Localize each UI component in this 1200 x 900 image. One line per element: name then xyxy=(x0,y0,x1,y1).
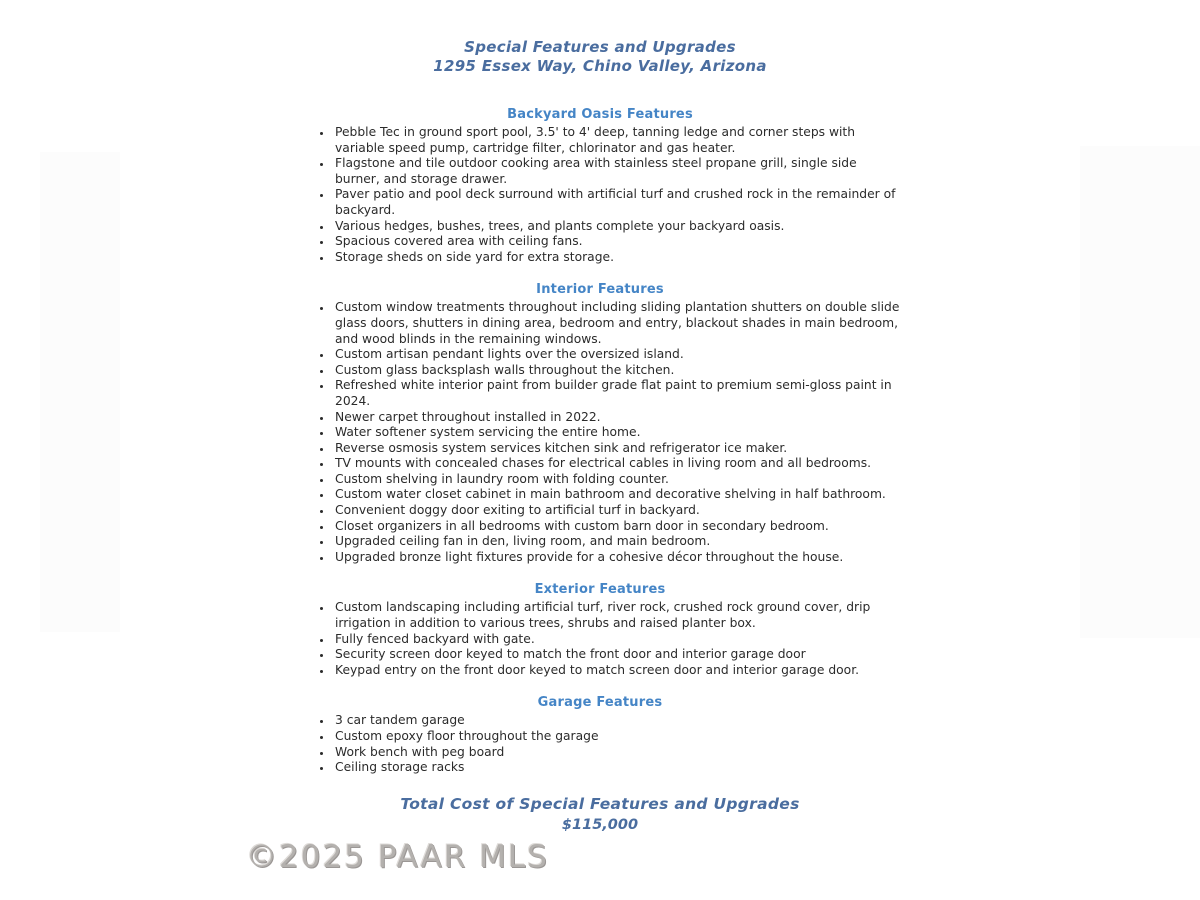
section-heading: Interior Features xyxy=(536,282,664,298)
feature-item: • Custom window treatments throughout including sliding plantation shutters on double slide glass doors, shutters in dining area, bedroom and entry, blackout shades in main bedroom, and wood blinds in the remaining windows. xyxy=(332,300,904,347)
feature-item: • TV mounts with concealed chases for electrical cables in living room and all bedrooms. xyxy=(332,456,904,472)
scan-artifact-right xyxy=(1080,146,1200,638)
feature-item: • Custom glass backsplash walls throughout the kitchen. xyxy=(332,363,904,379)
feature-item: • Ceiling storage racks xyxy=(332,760,904,776)
feature-item: • Storage sheds on side yard for extra storage. xyxy=(332,250,904,266)
feature-item: • Closet organizers in all bedrooms with custom barn door in secondary bedroom. xyxy=(332,519,904,535)
feature-item: • Spacious covered area with ceiling fans. xyxy=(332,234,904,250)
feature-item: • Reverse osmosis system services kitchen sink and refrigerator ice maker. xyxy=(332,441,904,457)
document-subtitle: 1295 Essex Way, Chino Valley, Arizona xyxy=(433,57,767,75)
feature-section xyxy=(300,582,900,678)
feature-item: • Custom artisan pendant lights over the oversized island. xyxy=(332,347,904,363)
sections-container xyxy=(300,107,900,776)
document-title: Special Features and Upgrades xyxy=(464,38,736,56)
feature-section xyxy=(300,107,900,265)
feature-item: • Security screen door keyed to match the front door and interior garage door xyxy=(332,647,904,663)
feature-item: • Upgraded bronze light fixtures provide for a cohesive décor throughout the house. xyxy=(332,550,904,566)
feature-item: • Various hedges, bushes, trees, and plants complete your backyard oasis. xyxy=(332,219,904,235)
feature-item: • Pebble Tec in ground sport pool, 3.5' to 4' deep, tanning ledge and corner steps with variable speed pump, cartridge filter, chlorinator and gas heater. xyxy=(332,125,904,156)
feature-item: • Custom epoxy floor throughout the garage xyxy=(332,729,904,745)
feature-section xyxy=(300,695,900,775)
mls-watermark: ©2025 PAAR MLS xyxy=(246,839,549,875)
feature-item: • Custom water closet cabinet in main bathroom and decorative shelving in half bathroom. xyxy=(332,487,904,503)
total-cost-amount: $115,000 xyxy=(561,816,639,833)
section-heading: Garage Features xyxy=(537,695,663,711)
feature-item: • Convenient doggy door exiting to artificial turf in backyard. xyxy=(332,503,904,519)
feature-list xyxy=(300,125,904,265)
feature-item: • Custom shelving in laundry room with folding counter. xyxy=(332,472,904,488)
feature-section xyxy=(300,282,900,565)
feature-item: • Work bench with peg board xyxy=(332,745,904,761)
feature-list xyxy=(300,713,904,775)
feature-item: • Newer carpet throughout installed in 2022. xyxy=(332,410,904,426)
feature-item: • Flagstone and tile outdoor cooking area with stainless steel propane grill, single side burner, and storage drawer. xyxy=(332,156,904,187)
feature-list xyxy=(300,600,904,678)
document-page xyxy=(300,38,900,834)
feature-item: • 3 car tandem garage xyxy=(332,713,904,729)
feature-item: • Custom landscaping including artificial turf, river rock, crushed rock ground cover, drip irrigation in addition to various trees, shrubs and raised planter box. xyxy=(332,600,904,631)
section-heading: Exterior Features xyxy=(534,582,666,598)
section-heading: Backyard Oasis Features xyxy=(507,107,693,122)
feature-item: • Water softener system servicing the entire home. xyxy=(332,425,904,441)
feature-item: • Fully fenced backyard with gate. xyxy=(332,632,904,648)
feature-item: • Refreshed white interior paint from builder grade flat paint to premium semi-gloss paint in 2024. xyxy=(332,378,904,409)
scan-artifact-left xyxy=(40,152,120,632)
feature-item: • Paver patio and pool deck surround with artificial turf and crushed rock in the remainder of backyard. xyxy=(332,187,904,218)
feature-item: • Keypad entry on the front door keyed to match screen door and interior garage door. xyxy=(332,663,904,679)
total-cost-heading: Total Cost of Special Features and Upgrades xyxy=(400,794,800,813)
feature-list xyxy=(300,300,904,565)
feature-item: • Upgraded ceiling fan in den, living room, and main bedroom. xyxy=(332,534,904,550)
